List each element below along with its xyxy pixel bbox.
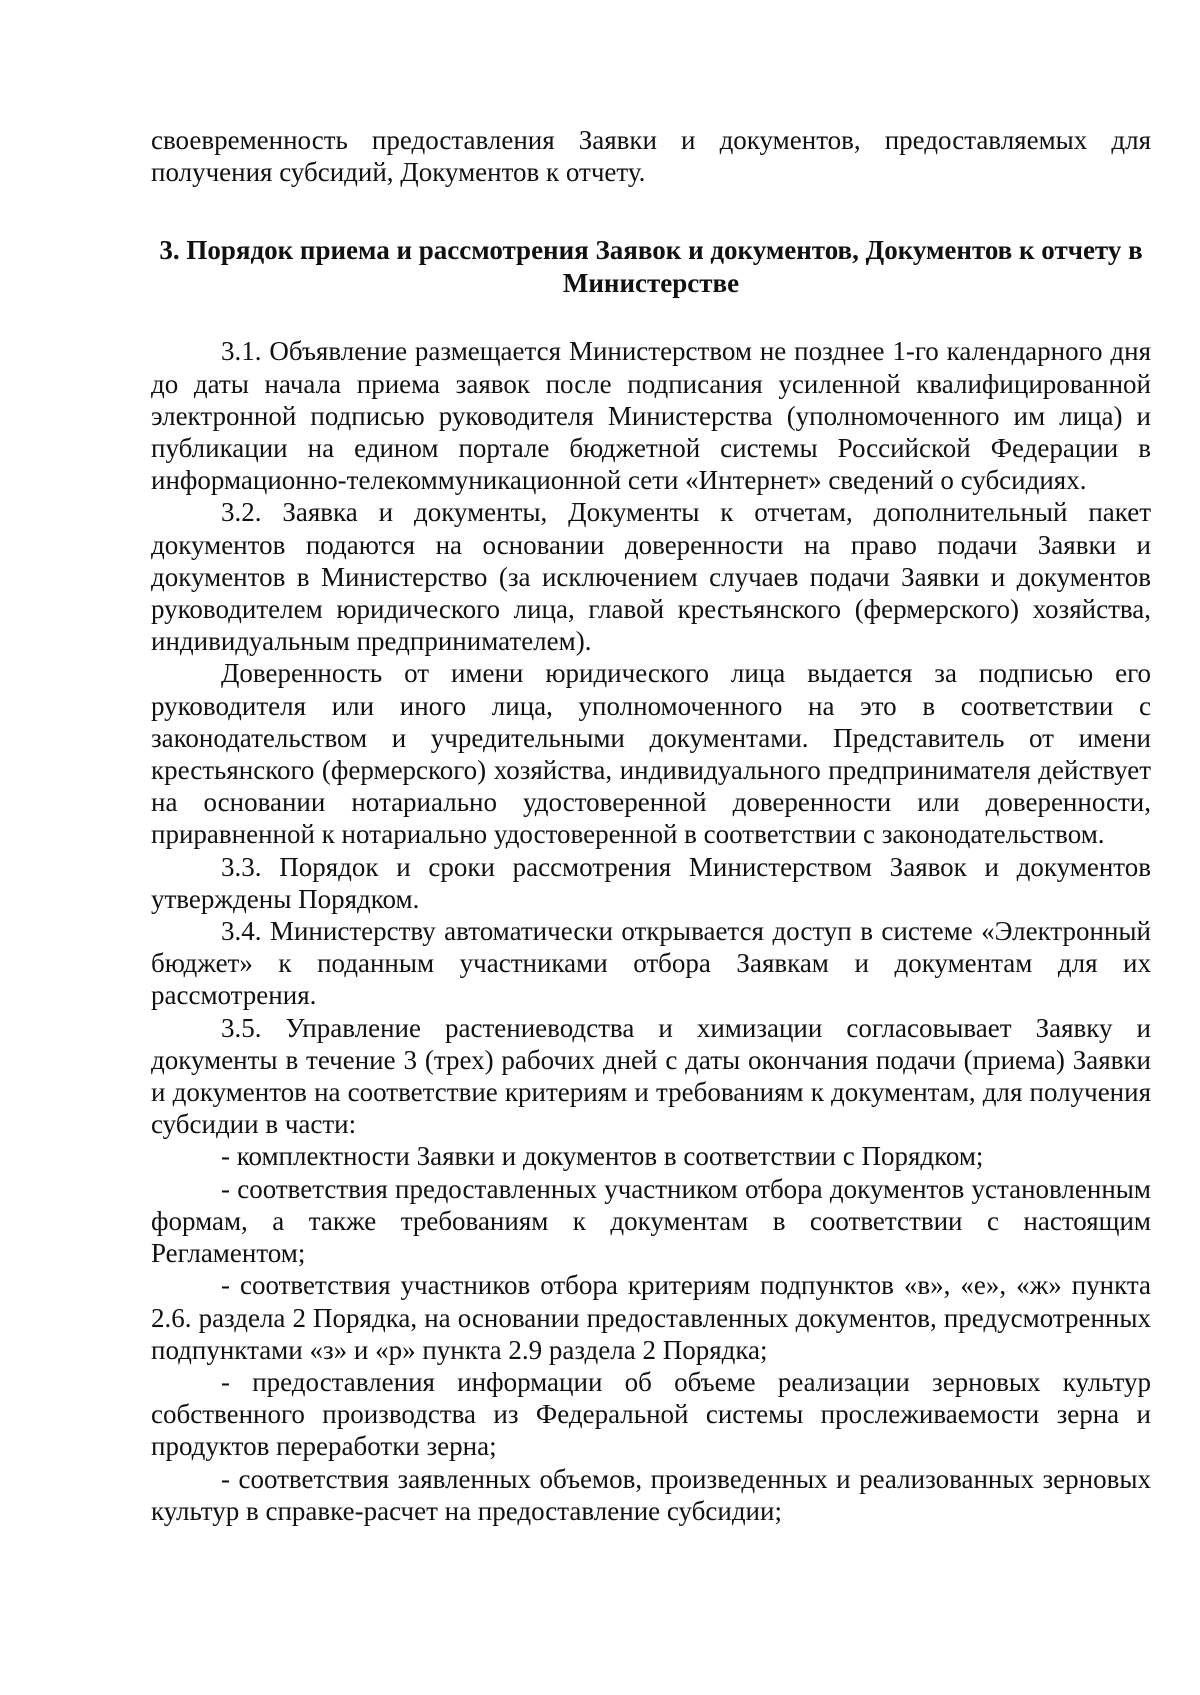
list-item-grain-volume-info: - предоставления информации об объеме реализации зерновых культур собственного производства из Федеральной системы прослеживаемости зерна и продуктов переработки зерна;	[151, 1366, 1151, 1462]
list-item-completeness: - комплектности Заявки и документов в соответствии с Порядком;	[221, 1141, 984, 1172]
paragraph-3-4: 3.4. Министерству автоматически открывается доступ в системе «Электронный бюджет» к поданным участниками отбора Заявкам и документам для их рассмотрения.	[151, 916, 1151, 1011]
list-item-participant-criteria: - соответствия участников отбора критериям подпунктов «в», «е», «ж» пункта 2.6. раздела 2 Порядка, на основании предоставленных документов, предусмотренных подпунктами «з» и «р» пункта 2.9 раздела 2 Порядка;	[151, 1270, 1151, 1365]
paragraph-3-2: 3.2. Заявка и документы, Документы к отчетам, дополнительный пакет документов подаются на основании доверенности на право подачи Заявки и документов в Министерство (за исключением случаев подачи Заявки и документов руководителем юридического лица, главой крестьянского (фермерского) хозяйства, индивидуальным предпринимателем).	[151, 497, 1151, 657]
section-heading: 3. Порядок приема и рассмотрения Заявок и документов, Документов к отчету в Министерстве	[159, 235, 1143, 299]
page-content	[151, 124, 1151, 1527]
list-item-declared-volumes: - соответствия заявленных объемов, произведенных и реализованных зерновых культур в справке-расчет на предоставление субсидии;	[151, 1463, 1151, 1526]
intro-paragraph: своевременность предоставления Заявки и документов, предоставляемых для получения субсидий, Документов к отчету.	[151, 125, 1151, 188]
paragraph-power-of-attorney: Доверенность от имени юридического лица выдается за подписью его руководителя или иного лица, уполномоченного на это в соответствии с законодательством и учредительными документами. Представитель от имени крестьянского (фермерского) хозяйства, индивидуального предпринимателя действует на основании нотариально удостоверенной доверенности или доверенности, приравненной к нотариально удостоверенной в соответствии с законодательством.	[151, 658, 1151, 850]
paragraph-3-5: 3.5. Управление растениеводства и химизации согласовывает Заявку и документы в течение 3 (трех) рабочих дней с даты окончания подачи (приема) Заявки и документов на соответствие критериям и требованиям к документам, для получения субсидии в части:	[151, 1012, 1151, 1140]
paragraph-3-3: 3.3. Порядок и сроки рассмотрения Министерством Заявок и документов утверждены Порядком.	[151, 851, 1151, 914]
list-item-document-forms: - соответствия предоставленных участником отбора документов установленным формам, а также требованиям к документам в соответствии с настоящим Регламентом;	[151, 1173, 1151, 1269]
paragraph-3-1: 3.1. Объявление размещается Министерством не позднее 1-го календарного дня до даты начала приема заявок после подписания усиленной квалифицированной электронной подписью руководителя Министерства (уполномоченного им лица) и публикации на едином портале бюджетной системы Российской Федерации в информационно-телекоммуникационной сети «Интернет» сведений о субсидиях.	[151, 336, 1151, 496]
